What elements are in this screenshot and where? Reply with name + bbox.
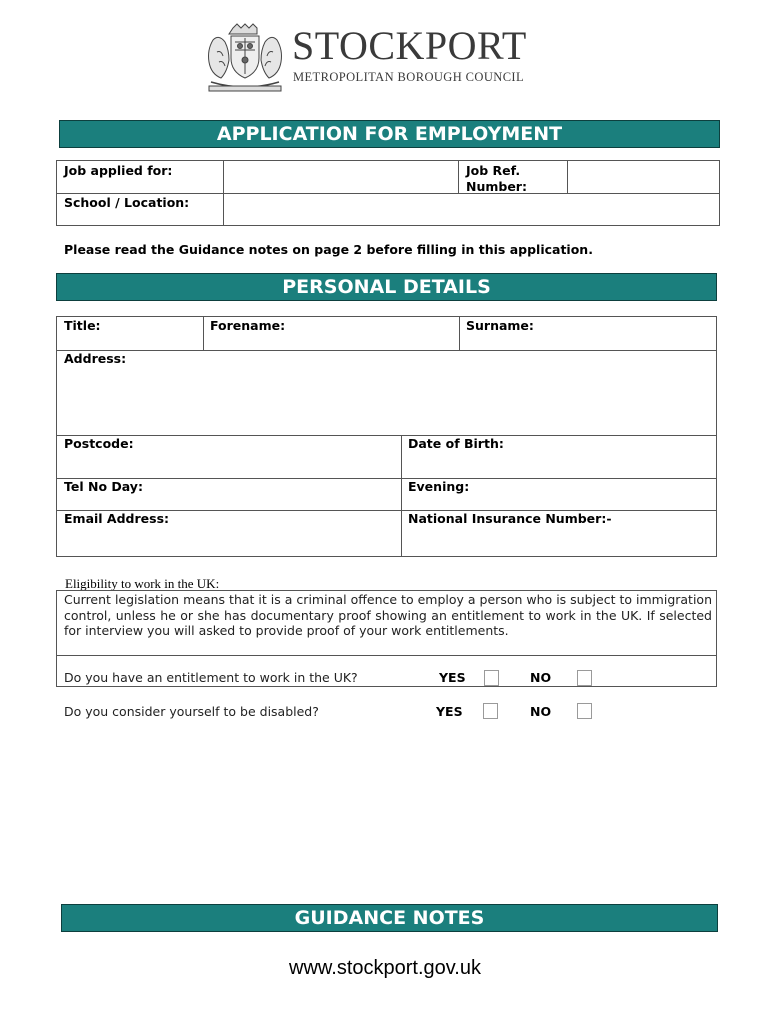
title-field[interactable] [57, 317, 203, 350]
postcode-field[interactable] [57, 436, 401, 478]
eligibility-box [56, 590, 717, 687]
job-applied-field[interactable] [224, 161, 458, 193]
guidance-notes-banner: GUIDANCE NOTES [61, 904, 718, 932]
tel-day-field[interactable] [57, 479, 401, 510]
tel-day-label: Tel No Day: [64, 479, 143, 494]
eligibility-heading: Eligibility to work in the UK: [65, 576, 220, 591]
website-url: www.stockport.gov.uk [289, 957, 481, 979]
form-title-banner: APPLICATION FOR EMPLOYMENT [59, 120, 720, 148]
surname-label: Surname: [466, 318, 534, 333]
job-ref-label: Job Ref. Number: [466, 163, 527, 194]
school-location-field[interactable] [224, 194, 719, 225]
surname-field[interactable] [460, 317, 716, 350]
ni-number-label: National Insurance Number:- [408, 511, 612, 526]
email-label: Email Address: [64, 511, 170, 526]
address-label: Address: [64, 351, 127, 366]
forename-field[interactable] [204, 317, 459, 350]
email-field[interactable] [57, 511, 401, 556]
disabled-yes-checkbox[interactable] [483, 703, 498, 719]
work-no-label: NO [530, 670, 552, 685]
disabled-no-checkbox[interactable] [577, 703, 592, 719]
council-crest-logo [205, 22, 285, 94]
school-location-label: School / Location: [64, 195, 190, 210]
ni-number-field[interactable] [402, 511, 716, 556]
title-label: Title: [64, 318, 101, 333]
work-no-checkbox[interactable] [577, 670, 592, 686]
address-field[interactable] [57, 351, 716, 435]
job-applied-label: Job applied for: [64, 163, 173, 178]
work-yes-label: YES [439, 670, 466, 685]
evening-label: Evening: [408, 479, 470, 494]
postcode-label: Postcode: [64, 436, 134, 451]
guidance-note: Please read the Guidance notes on page 2 before filling in this application. [64, 242, 593, 257]
dob-field[interactable] [402, 436, 716, 478]
job-details-table [56, 160, 720, 226]
disabled-no-label: NO [530, 704, 552, 719]
dob-label: Date of Birth: [408, 436, 504, 451]
job-ref-field[interactable] [568, 161, 719, 193]
council-name: STOCKPORT [292, 23, 527, 68]
forename-label: Forename: [210, 318, 286, 333]
eligibility-text: Current legislation means that it is a criminal offence to employ a person who is subject to immigration control, unless he or she has documentary proof showing an entitlement to work in the UK. If selected for interview you will asked to provide proof of your work entitlements. [64, 592, 712, 638]
work-yes-checkbox[interactable] [484, 670, 499, 686]
council-subtitle: METROPOLITAN BOROUGH COUNCIL [293, 70, 525, 84]
personal-details-table [56, 316, 717, 557]
disabled-yes-label: YES [436, 704, 463, 719]
divider [57, 655, 716, 656]
evening-field[interactable] [402, 479, 716, 510]
personal-details-banner: PERSONAL DETAILS [56, 273, 717, 301]
work-entitlement-question: Do you have an entitlement to work in the UK? [64, 670, 358, 685]
disabled-question: Do you consider yourself to be disabled? [64, 704, 319, 719]
